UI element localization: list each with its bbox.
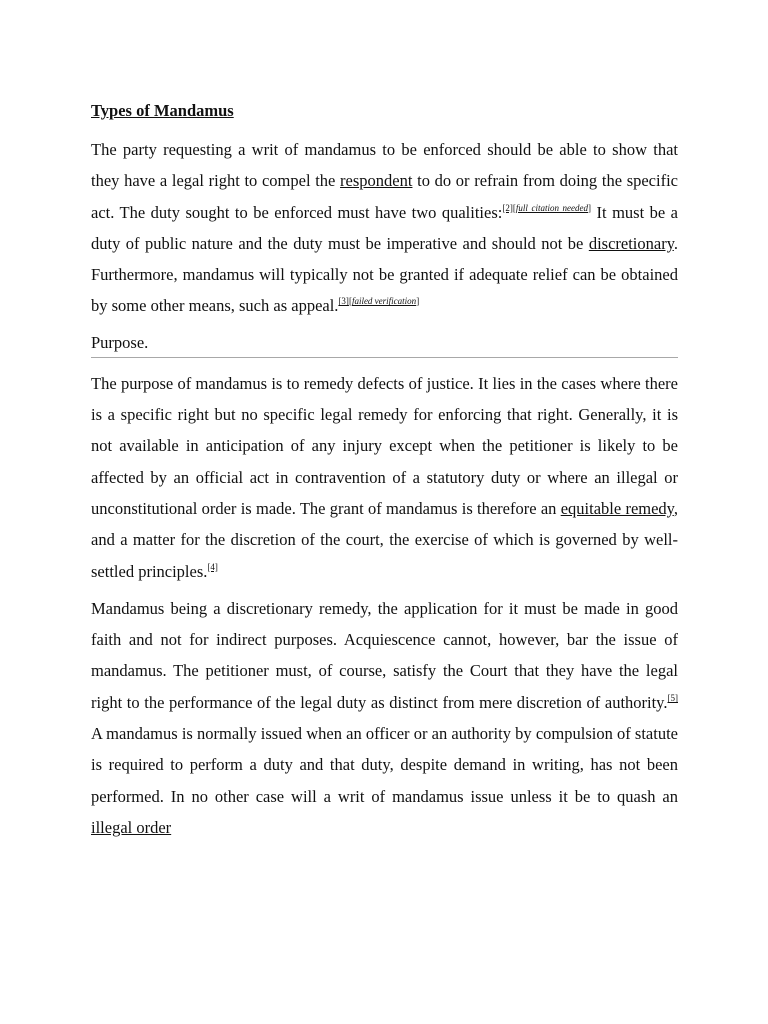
link-equitable-remedy[interactable]: equitable remedy: [560, 498, 674, 518]
text-segment: A mandamus is normally issued when an officer or an authority by compulsion of statute is required to perform a duty and that duty, despite demand in writing, has not been performed. In no other case will a writ of mandamus issue unless it be to quash an: [91, 724, 678, 806]
footnote-ref-4[interactable]: [4]: [207, 561, 218, 572]
footnote-ref-2[interactable]: [2][full citation needed]: [502, 202, 592, 213]
section-title-purpose: Purpose.: [91, 332, 678, 358]
text-segment: The purpose of mandamus is to remedy defects of justice. It lies in the cases where there is a specific right but no specific legal remedy for enforcing that right. Generally, it is not available in anticipation of any injury except when the petitioner is likely to be affected by an official act in contravention of a statutory duty or where an illegal or unconstitutional order is made. The grant of mandamus is therefore an: [91, 373, 678, 518]
heading-types-of-mandamus: Types of Mandamus: [91, 101, 234, 120]
document-page: [91, 100, 678, 843]
text-segment: to do or refrain from doing the specific act. The duty sought to be enforced must have two qualities:: [91, 171, 678, 222]
footnote-ref-5[interactable]: [5]: [667, 692, 678, 703]
link-illegal-order[interactable]: illegal order: [91, 817, 172, 837]
paragraph-discretionary-remedy: [91, 593, 678, 843]
link-respondent[interactable]: respondent: [340, 171, 413, 191]
text-segment: , and a matter for the discretion of the court, the exercise of which is governed by well-settled principles.: [91, 498, 678, 581]
footnote-ref-3[interactable]: [3][failed verification]: [338, 296, 420, 307]
paragraph-purpose: [91, 368, 678, 587]
note-full-citation-needed[interactable]: full citation needed: [515, 202, 589, 213]
text-segment: Mandamus being a discretionary remedy, the application for it must be made in good faith and not for indirect purposes. Acquiescence cannot, however, bar the issue of mandamus. The petitioner must, of course, satisfy the Court that they have the legal right to the performance of the legal duty as distinct from mere discretion of authority.: [91, 598, 678, 712]
link-discretionary[interactable]: discretionary: [588, 233, 674, 253]
text-segment: . Furthermore, mandamus will typically not be granted if adequate relief can be obtained by some other means, such as appeal.: [91, 233, 678, 316]
paragraph-types: [91, 134, 678, 322]
text-segment: It must be a duty of public nature and the duty must be imperative and should not be: [91, 202, 678, 253]
note-failed-verification[interactable]: failed verification: [351, 296, 417, 307]
text-segment: The party requesting a writ of mandamus to be enforced should be able to show that they have a legal right to compel the: [91, 140, 678, 191]
